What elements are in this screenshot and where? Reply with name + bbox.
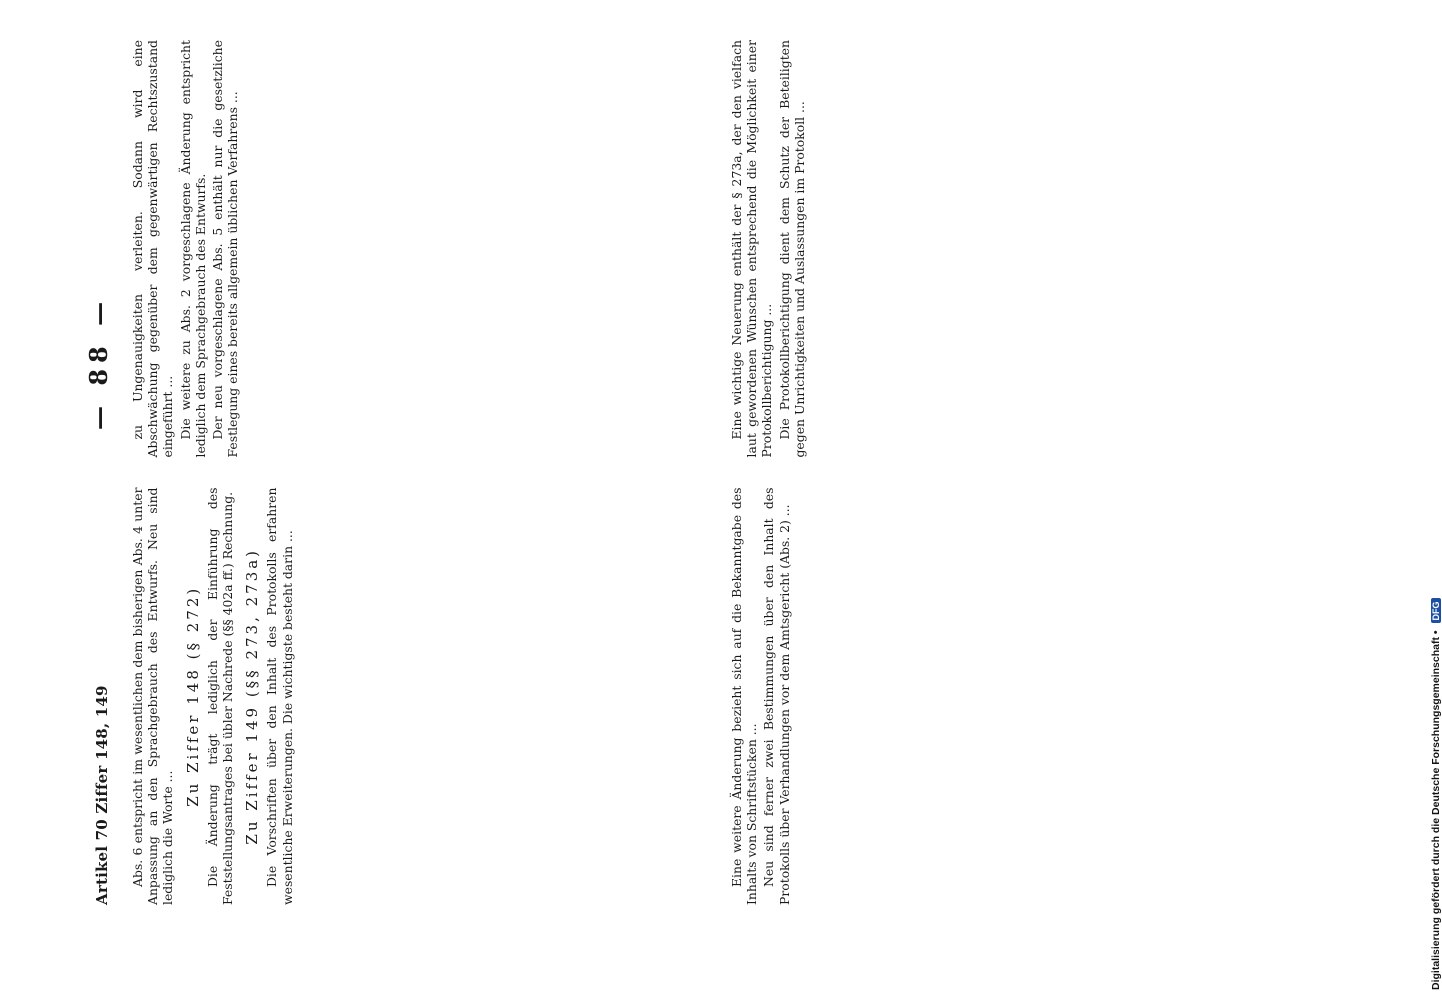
- running-head: Artikel 70 Ziffer 148, 149: [93, 685, 111, 905]
- paragraph: Die weitere zu Abs. 2 vorgeschlagene Änderung entspricht lediglich dem Sprachgebrauch des Entwurfs.: [177, 40, 208, 458]
- paragraph: Der neu vorgeschlagene Abs. 5 enthält nur die gesetzliche Festlegung eines bereits allgemein üblichen Verfahrens ...: [210, 40, 241, 458]
- column-right-bottom: [729, 40, 1310, 458]
- paragraph: Abs. 6 entspricht im wesentlichen dem bisherigen Abs. 4 unter Anpassung an den Sprachgebrauch des Entwurfs. Neu sind lediglich die Worte ...: [130, 487, 176, 905]
- dfg-credit-strip: [1412, 0, 1442, 1000]
- dfg-credit-label: Digitalisierung gefördert durch die Deutsche Forschungsgemeinschaft •: [1430, 630, 1442, 990]
- rotated-document-page: [70, 0, 1330, 1000]
- page-scan: [70, 0, 1330, 1000]
- page-header: [84, 40, 120, 905]
- page-number: — 88 —: [84, 295, 113, 430]
- dfg-logo: DFG: [1431, 599, 1441, 624]
- paragraph: Die Protokollberichtigung dient dem Schutz der Beteiligten gegen Unrichtigkeiten und Auslassungen im Protokoll ...: [776, 40, 807, 458]
- section-heading: Zu Ziffer 149 (§§ 273, 273a): [243, 547, 262, 845]
- paragraph: Neu sind ferner zwei Bestimmungen über den Inhalt des Protokolls über Verhandlungen vor dem Amtsgericht (Abs. 2) ...: [761, 487, 792, 905]
- paragraph: zu Ungenauigkeiten verleiten. Sodann wird eine Abschwächung gegenüber dem gegenwärtigen Rechtszustand eingeführt ...: [130, 40, 176, 458]
- column-left-top: [130, 488, 711, 906]
- dfg-credit-text: [1430, 599, 1442, 991]
- text-columns: [130, 40, 1310, 905]
- paragraph: Eine wichtige Neuerung enthält der § 273a, der den vielfach laut gewordenen Wünschen entsprechend die Möglichkeit einer Protokollberichtigung ...: [729, 40, 775, 458]
- paragraph: Eine weitere Änderung bezieht sich auf die Bekanntgabe des Inhalts von Schriftstücken ...: [729, 487, 760, 905]
- paragraph: Die Änderung trägt lediglich der Einführung des Feststellungsantrages bei übler Nachrede (§§ 402a ff.) Rechnung.: [204, 487, 236, 905]
- section-heading: Zu Ziffer 148 (§ 272): [183, 585, 202, 807]
- paragraph: Die Vorschriften über den Inhalt des Protokolls erfahren wesentliche Erweiterungen. Die wichtigste besteht darin ...: [264, 487, 295, 905]
- column-left-bottom: [729, 488, 1310, 906]
- column-right-top: [130, 40, 711, 458]
